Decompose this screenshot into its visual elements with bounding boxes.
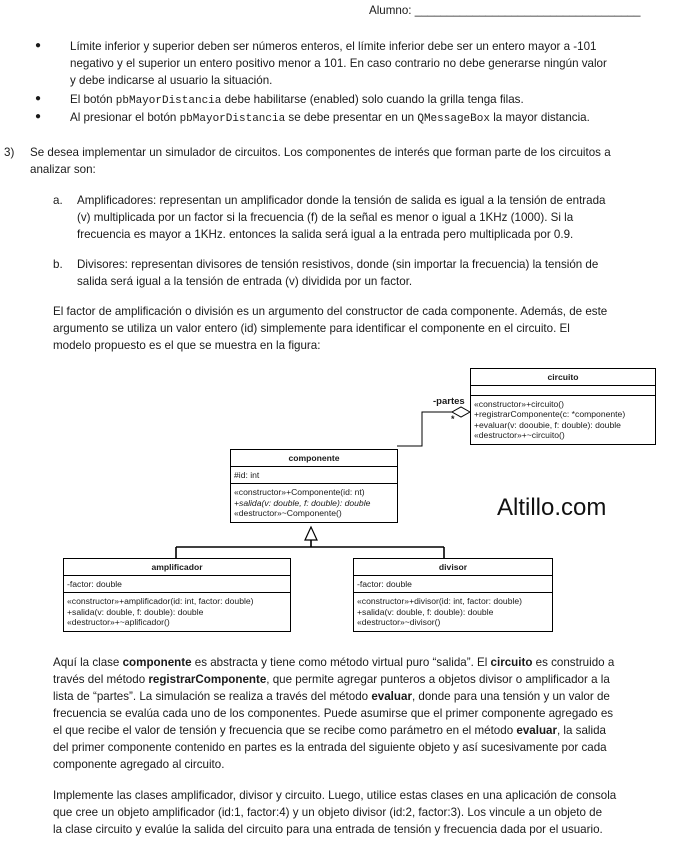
class-divisor-methods: «constructor»+divisor(id: int, factor: double) +salida(v: double, f: double): double «destructor»~divisor() bbox=[357, 596, 523, 627]
para2-line-2: través del método registrarComponente, que permite agregar punteros a objetos divisor o amplificador a la bbox=[53, 673, 610, 686]
para2-line-4: frecuencia se evalúa cada uno de los componentes. Puede asumirse que el primer componente agregado es bbox=[53, 707, 614, 720]
para2-line-7: componente agregado al circuito. bbox=[53, 758, 225, 771]
item-b-line-1: Divisores: representan divisores de tensión resistivos, donde (sin importar la frecuencia) la tensión de bbox=[77, 258, 599, 271]
bullet-1-line-3: y debe indicarse al usuario la situación. bbox=[70, 74, 273, 87]
class-amplificador-attributes: -factor: double bbox=[64, 576, 290, 594]
class-amplificador-title: amplificador bbox=[64, 559, 290, 576]
para1-line-3: modelo propuesto es el que se muestra en la figura: bbox=[53, 339, 321, 352]
para3-line-1: Implemente las clases amplificador, divisor y circuito. Luego, utilice estas clases en una aplicación de consola bbox=[53, 789, 617, 802]
bullet-1-line-1: Límite inferior y superior deben ser números enteros, el límite inferior debe ser un entero mayor a -101 bbox=[70, 40, 597, 53]
item-a-line-3: frecuencia es mayor a 1KHz. entonces la salida será igual a la entrada pero multiplicada por 0.9. bbox=[77, 228, 574, 241]
bullet-dot: ● bbox=[35, 40, 42, 51]
bullet-2-text: El botón pbMayorDistancia debe habilitarse (enabled) solo cuando la grilla tenga filas. bbox=[70, 93, 524, 107]
bullet-1-line-2: negativo y el superior un entero positivo menor a 101. En caso contrario no debe generarse ningún valor bbox=[70, 57, 607, 70]
watermark-text: Altillo.com bbox=[497, 494, 607, 521]
class-amplificador bbox=[63, 558, 291, 632]
bullet-dot: ● bbox=[35, 93, 42, 104]
class-componente-attributes: #id: int bbox=[231, 467, 397, 485]
item-b-marker: b. bbox=[53, 258, 63, 271]
inheritance-triangle bbox=[305, 527, 317, 540]
bullet-3-text: Al presionar el botón pbMayorDistancia se debe presentar en un QMessageBox la mayor distancia. bbox=[70, 111, 590, 125]
para1-line-2: argumento se utiliza un valor entero (id) simplemente para identificar el componente en el circuito. El bbox=[53, 322, 570, 335]
class-divisor-attributes: -factor: double bbox=[354, 576, 552, 594]
bullet-dot: ● bbox=[35, 111, 42, 122]
student-name-label: Alumno: ___________________________________ bbox=[369, 4, 641, 17]
class-componente bbox=[230, 449, 398, 523]
class-divisor bbox=[353, 558, 553, 632]
para1-line-1: El factor de amplificación o división es un argumento del constructor de cada componente. Además, de este bbox=[53, 305, 608, 318]
partes-role-label: -partes bbox=[433, 396, 465, 407]
para2-line-1: Aquí la clase componente es abstracta y tiene como método virtual puro “salida”. El circuito es construido a bbox=[53, 656, 615, 669]
aggregation-line bbox=[397, 412, 470, 446]
item-a-line-1: Amplificadores: representan un amplificador donde la tensión de salida es igual a la tensión de entrada bbox=[77, 194, 606, 207]
multiplicity-label: * bbox=[451, 414, 455, 424]
q3-intro-line-2: analizar son: bbox=[30, 163, 96, 176]
item-a-line-2: (v) multiplicada por un factor si la frecuencia (f) de la señal es menor o igual a 1KHz (1000). Si la bbox=[77, 211, 574, 224]
class-circuito-title: circuito bbox=[471, 369, 655, 386]
class-circuito-attributes bbox=[471, 386, 655, 396]
question-number: 3) bbox=[4, 146, 15, 159]
q3-intro-line-1: Se desea implementar un simulador de circuitos. Los componentes de interés que forman parte de los circuitos a bbox=[30, 146, 611, 159]
class-divisor-title: divisor bbox=[354, 559, 552, 576]
class-amplificador-methods: «constructor»+amplificador(id: int, factor: double) +salida(v: double, f: double): double «destructor»+~aplificador() bbox=[67, 596, 254, 627]
para3-line-2: que cree un objeto amplificador (id:1, factor:4) y un objeto divisor (id:2, factor:3). Los vincule a un objeto de bbox=[53, 806, 603, 819]
class-componente-title: componente bbox=[231, 450, 397, 467]
para2-line-5: el que recibe el valor de tensión y frecuencia que se recibe como parámetro en el método evaluar, la salida bbox=[53, 724, 606, 737]
para3-line-3: la clase circuito y evalúe la salida del circuito para una entrada de tensión y frecuencia dada por el usuario. bbox=[53, 823, 603, 836]
class-circuito bbox=[470, 368, 656, 445]
item-a-marker: a. bbox=[53, 194, 63, 207]
class-componente-methods: «constructor»+Componente(id: nt) +salida(v: double, f: double): double «destructor»~Componente() bbox=[234, 487, 371, 518]
para2-line-3: lista de “partes”. La simulación se realiza a través del método evaluar, donde para una tensión y un valor de bbox=[53, 690, 610, 703]
para2-line-6: del primer componente contenido en partes es la entrada del siguiente objeto y así sucesivamente por cada bbox=[53, 741, 607, 754]
class-circuito-methods: «constructor»+circuito() +registrarComponente(c: *componente) +evaluar(v: dooubie, f: double): double «destructor»+~circuito() bbox=[474, 398, 626, 440]
code-pbMayorDistancia: pbMayorDistancia bbox=[115, 95, 222, 107]
item-b-line-2: salida será igual a la tensión de entrada (v) dividida por un factor. bbox=[77, 275, 413, 288]
